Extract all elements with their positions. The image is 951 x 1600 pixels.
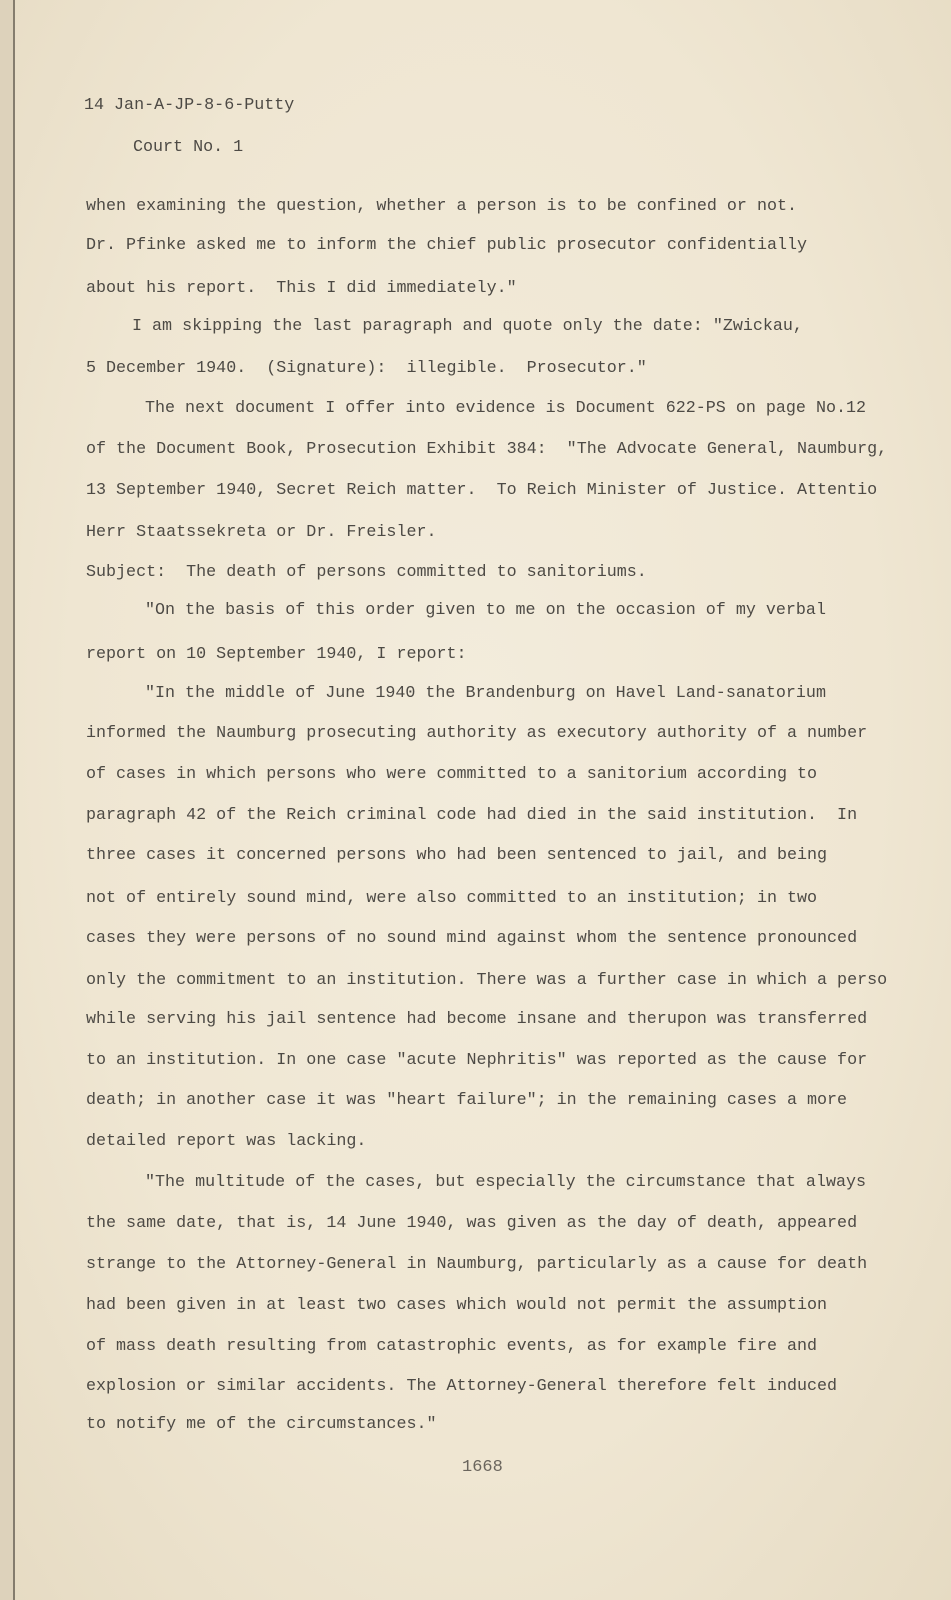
text-line: strange to the Attorney-General in Naumburg, particularly as a cause for death	[86, 1255, 868, 1274]
text-line: the same date, that is, 14 June 1940, was given as the day of death, appeared	[86, 1214, 858, 1233]
text-line: while serving his jail sentence had become insane and therupon was transferred	[86, 1010, 868, 1029]
text-line: to notify me of the circumstances."	[86, 1415, 437, 1434]
text-line: had been given in at least two cases which would not permit the assumption	[86, 1296, 828, 1315]
text-line: informed the Naumburg prosecuting authority as executory authority of a number	[86, 724, 868, 743]
text-line: explosion or similar accidents. The Attorney-General therefore felt induced	[86, 1377, 838, 1396]
court-label: Court No. 1	[133, 138, 244, 157]
text-line: "The multitude of the cases, but especially the circumstance that always	[145, 1173, 867, 1192]
text-line: about his report. This I did immediately."	[86, 279, 517, 298]
document-reference: 14 Jan-A-JP-8-6-Putty	[84, 96, 295, 115]
text-line: not of entirely sound mind, were also committed to an institution; in two	[86, 889, 818, 908]
text-line: detailed report was lacking.	[86, 1132, 367, 1151]
text-line: report on 10 September 1940, I report:	[86, 645, 467, 664]
text-line: I am skipping the last paragraph and quote only the date: "Zwickau,	[132, 317, 803, 336]
text-line: to an institution. In one case "acute Nephritis" was reported as the cause for	[86, 1051, 868, 1070]
text-line: of cases in which persons who were committed to a sanitorium according to	[86, 765, 818, 784]
text-line: death; in another case it was "heart failure"; in the remaining cases a more	[86, 1091, 848, 1110]
text-line: Dr. Pfinke asked me to inform the chief public prosecutor confidentially	[86, 236, 808, 255]
text-line: Herr Staatssekreta or Dr. Freisler.	[86, 523, 437, 542]
text-line: 5 December 1940. (Signature): illegible. Prosecutor."	[86, 359, 647, 378]
text-line: Subject: The death of persons committed to sanitoriums.	[86, 563, 647, 582]
page-edge-shadow	[0, 0, 13, 1600]
text-line: only the commitment to an institution. There was a further case in which a perso	[86, 971, 888, 990]
page-edge-line	[13, 0, 15, 1600]
text-line: 13 September 1940, Secret Reich matter. To Reich Minister of Justice. Attentio	[86, 481, 878, 500]
text-line: "In the middle of June 1940 the Brandenburg on Havel Land-sanatorium	[145, 684, 826, 703]
text-line: paragraph 42 of the Reich criminal code had died in the said institution. In	[86, 806, 858, 825]
page-number: 1668	[462, 1458, 503, 1477]
text-line: "On the basis of this order given to me on the occasion of my verbal	[145, 601, 826, 620]
text-line: cases they were persons of no sound mind against whom the sentence pronounced	[86, 929, 858, 948]
text-line: of mass death resulting from catastrophic events, as for example fire and	[86, 1337, 818, 1356]
text-line: three cases it concerned persons who had been sentenced to jail, and being	[86, 846, 828, 865]
text-line: of the Document Book, Prosecution Exhibit 384: "The Advocate General, Naumburg,	[86, 440, 888, 459]
text-line: when examining the question, whether a person is to be confined or not.	[86, 197, 798, 216]
text-line: The next document I offer into evidence is Document 622-PS on page No.12	[145, 399, 867, 418]
